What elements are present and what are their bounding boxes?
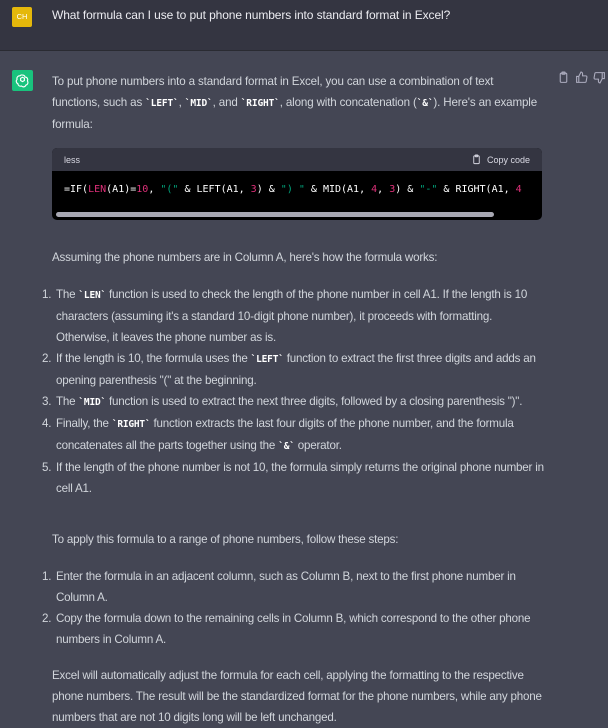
list-text: function is used to extract the next three digits, followed by a closing parenthesis ")".	[106, 395, 523, 408]
list-item	[38, 566, 548, 608]
list-text: Enter the formula in an adjacent column, such as Column B, next to the first phone number in Column A.	[56, 570, 516, 604]
code-token: & MID(A1,	[304, 184, 372, 195]
apply-intro: To apply this formula to a range of phone numbers, follow these steps:	[52, 533, 399, 546]
code-token: ) &	[395, 184, 420, 195]
code-token: "-"	[419, 184, 438, 195]
inline-code: `MID`	[184, 98, 213, 109]
code-token: LEN	[88, 184, 107, 195]
intro-text: ,	[178, 96, 185, 109]
list-item	[38, 284, 548, 348]
list-number: 2.	[42, 612, 52, 625]
inline-code: `LEFT`	[250, 354, 284, 365]
list-text: operator.	[294, 439, 342, 452]
list-number: 5.	[42, 461, 52, 474]
intro-paragraph	[52, 71, 542, 135]
thumbs-up-icon[interactable]	[575, 71, 588, 84]
inline-code: `RIGHT`	[111, 419, 151, 430]
code-language: less	[64, 154, 81, 165]
assistant-avatar	[12, 70, 33, 91]
horizontal-scrollbar[interactable]	[56, 212, 494, 217]
inline-code: `&`	[278, 441, 295, 452]
list-text: function is used to check the length of the phone number in cell A1. If the length is 10 characters (assuming it's a standard 10-digit phone number), it proceeds with formatting. Otherwise, it leaves the phone number as is.	[56, 288, 528, 344]
copy-code-label: Copy code	[486, 154, 530, 165]
list-text: Finally, the	[56, 417, 112, 430]
thumbs-down-icon[interactable]	[593, 71, 606, 84]
list-text: The	[56, 395, 79, 408]
apply-list	[38, 566, 548, 650]
code-token: 4	[515, 184, 522, 195]
code-token: ") "	[280, 184, 305, 195]
list-text: If the length of the phone number is not 10, the formula simply returns the original phone number in cell A1.	[56, 461, 544, 495]
inline-code: `&`	[416, 98, 434, 109]
list-number: 2.	[42, 352, 52, 365]
openai-logo-icon	[15, 73, 30, 88]
user-avatar: CH	[12, 7, 32, 27]
code-token: ,	[148, 184, 161, 195]
intro-text: ). Here's an example formula:	[52, 96, 538, 131]
list-text: If the length is 10, the formula uses the	[56, 352, 251, 365]
list-number: 3.	[42, 395, 52, 408]
user-question: What formula can I use to put phone numbers into standard format in Excel?	[52, 8, 451, 22]
code-token: "("	[160, 184, 179, 195]
inline-code: `RIGHT`	[240, 98, 280, 109]
assistant-intro	[52, 71, 542, 135]
code-token: =IF(	[64, 184, 89, 195]
list-text: The	[56, 288, 79, 301]
intro-text: , and	[212, 96, 241, 109]
user-message-row	[0, 0, 608, 51]
copy-code-button[interactable]	[471, 154, 530, 165]
list-item	[38, 608, 548, 650]
clipboard-icon[interactable]	[557, 71, 570, 84]
list-item	[38, 348, 548, 391]
code-header	[52, 148, 542, 171]
list-item	[38, 413, 548, 457]
code-token: 4	[371, 184, 378, 195]
inline-code: `LEN`	[78, 290, 107, 301]
list-text: function extracts the last four digits of the phone number, and the formula concatenates all the parts together using the	[56, 417, 514, 452]
explain-intro: Assuming the phone numbers are in Column A, here's how the formula works:	[52, 251, 438, 264]
inline-code: `MID`	[78, 397, 107, 408]
list-number: 1.	[42, 288, 52, 301]
code-token: & LEFT(A1,	[178, 184, 251, 195]
code-token: 3	[389, 184, 396, 195]
list-number: 4.	[42, 417, 52, 430]
list-item	[38, 391, 548, 413]
explain-list	[38, 284, 548, 499]
message-actions	[557, 71, 606, 84]
list-number: 1.	[42, 570, 52, 583]
list-item	[38, 457, 548, 499]
code-token: ) &	[256, 184, 281, 195]
inline-code: `LEFT`	[145, 98, 179, 109]
code-content	[52, 171, 542, 195]
clipboard-icon	[471, 154, 482, 165]
code-token: ,	[377, 184, 390, 195]
code-token: & RIGHT(A1,	[437, 184, 516, 195]
code-token: (A1)=	[106, 184, 137, 195]
intro-text: , along with concatenation (	[279, 96, 417, 109]
code-block	[52, 148, 542, 220]
conclusion-paragraph: Excel will automatically adjust the formula for each cell, applying the formatting to the respective phone numbers. The result will be the standardized format for the phone numbers, while any phone numbers that are not 10 digits long will be left unchanged.	[52, 669, 542, 724]
intro-text: To put phone numbers into a standard format in Excel, you can use a combination of text functions, such as	[52, 75, 494, 109]
list-text: Copy the formula down to the remaining cells in Column B, which correspond to the other phone numbers in Column A.	[56, 612, 531, 646]
code-token: 10	[136, 184, 149, 195]
code-token: 3	[250, 184, 257, 195]
list-text: function to extract the first three digits and adds an opening parenthesis "(" at the beginning.	[56, 352, 536, 387]
